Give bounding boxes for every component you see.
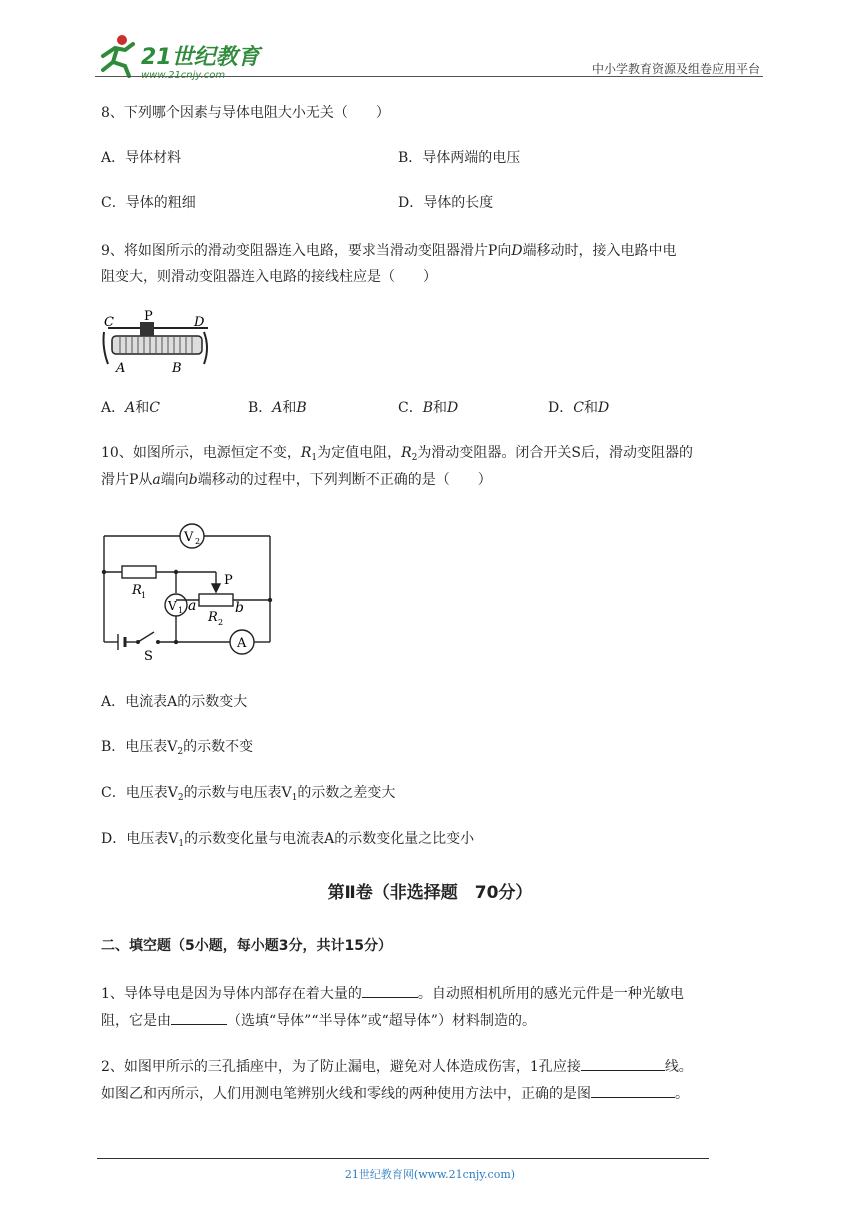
q8-option-d: D．导体的长度 xyxy=(398,195,494,211)
svg-text:P: P xyxy=(144,309,153,324)
footer-link[interactable]: 21世纪教育网(www.21cnjy.com) xyxy=(344,1168,516,1181)
svg-text:V: V xyxy=(168,599,177,613)
q9-option-c: C．B和D xyxy=(398,400,459,416)
svg-text:21世纪教育: 21世纪教育 xyxy=(141,45,260,70)
svg-text:R: R xyxy=(132,583,142,598)
site-logo xyxy=(95,34,265,82)
section-title: 第Ⅱ卷（非选择题 70分） xyxy=(327,883,533,903)
q8-stem: 8、下列哪个因素与导体电阻大小无关（ ） xyxy=(101,105,390,121)
q10-option-b: B．电压表$V_2$的示数不变 xyxy=(101,739,254,757)
q9-stem-line1: 9、将如图所示的滑动变阻器连入电路，要求当滑动变阻器滑片P向D端移动时，接入电路中电 xyxy=(101,243,677,259)
svg-text:S: S xyxy=(144,649,153,663)
svg-text:b: b xyxy=(235,600,244,616)
q10-option-a: A．电流表A的示数变大 xyxy=(101,694,248,710)
q10-option-d: D．电压表$V_1$的示数变化量与电流表A的示数变化量之比变小 xyxy=(101,831,475,849)
svg-text:V: V xyxy=(184,530,194,545)
rheostat-figure xyxy=(100,308,215,378)
svg-text:P: P xyxy=(224,573,233,588)
svg-text:2: 2 xyxy=(218,618,224,627)
svg-text:A: A xyxy=(237,636,247,651)
svg-text:2: 2 xyxy=(195,537,201,546)
q8-option-c: C．导体的粗细 xyxy=(101,195,196,211)
fill-q2-line2: 如图乙和丙所示，人们用测电笔辨别火线和零线的两种使用方法中，正确的是图 。 xyxy=(101,1082,689,1106)
answer-blank[interactable] xyxy=(171,1010,227,1025)
svg-text:A: A xyxy=(116,361,126,376)
circuit-diagram xyxy=(98,518,278,663)
svg-text:1: 1 xyxy=(178,606,184,615)
footer-divider xyxy=(97,1158,709,1159)
runner-icon xyxy=(103,35,133,76)
svg-text:a: a xyxy=(188,598,197,614)
answer-blank[interactable] xyxy=(362,983,418,998)
svg-text:D: D xyxy=(194,315,205,330)
part-title: 二、填空题（5小题，每小题3分，共计15分） xyxy=(101,938,392,954)
answer-blank[interactable] xyxy=(581,1056,665,1071)
fill-q1-line2: 阻，它是由 （选填“导体”“半导体”或“超导体”）材料制造的。 xyxy=(101,1009,536,1033)
platform-name: 中小学教育资源及组卷应用平台 xyxy=(591,62,760,76)
q9-option-b: B．A和B xyxy=(248,400,307,416)
svg-text:C: C xyxy=(104,315,114,330)
svg-text:R: R xyxy=(208,610,218,625)
fill-q2-line1: 2、如图甲所示的三孔插座中，为了防止漏电，避免对人体造成伤害，1孔应接 线。 xyxy=(101,1055,693,1079)
q10-stem-line2: 滑片P从a端向b端移动的过程中，下列判断不正确的是（ ） xyxy=(101,472,492,488)
q9-stem-line2: 阻变大，则滑动变阻器连入电路的接线柱应是（ ） xyxy=(101,269,437,285)
q8-option-b: B．导体两端的电压 xyxy=(398,150,521,166)
q9-option-d: D．C和D xyxy=(548,400,610,416)
q10-stem-line1: 10、如图所示，电源恒定不变，$R_1$为定值电阻，$R_2$为滑动变阻器。闭合开关S后，滑动变阻器的 xyxy=(101,445,693,463)
answer-blank[interactable] xyxy=(591,1083,675,1098)
q8-option-a: A．导体材料 xyxy=(101,150,182,166)
svg-text:1: 1 xyxy=(141,591,147,600)
fill-q1-line1: 1、导体导电是因为导体内部存在着大量的 。自动照相机所用的感光元件是一种光敏电 xyxy=(101,982,684,1006)
q9-option-a: A．A和C xyxy=(101,400,160,416)
q10-option-c: C．电压表$V_2$的示数与电压表$V_1$的示数之差变大 xyxy=(101,785,396,803)
header-divider xyxy=(95,76,763,77)
svg-text:B: B xyxy=(172,361,182,376)
